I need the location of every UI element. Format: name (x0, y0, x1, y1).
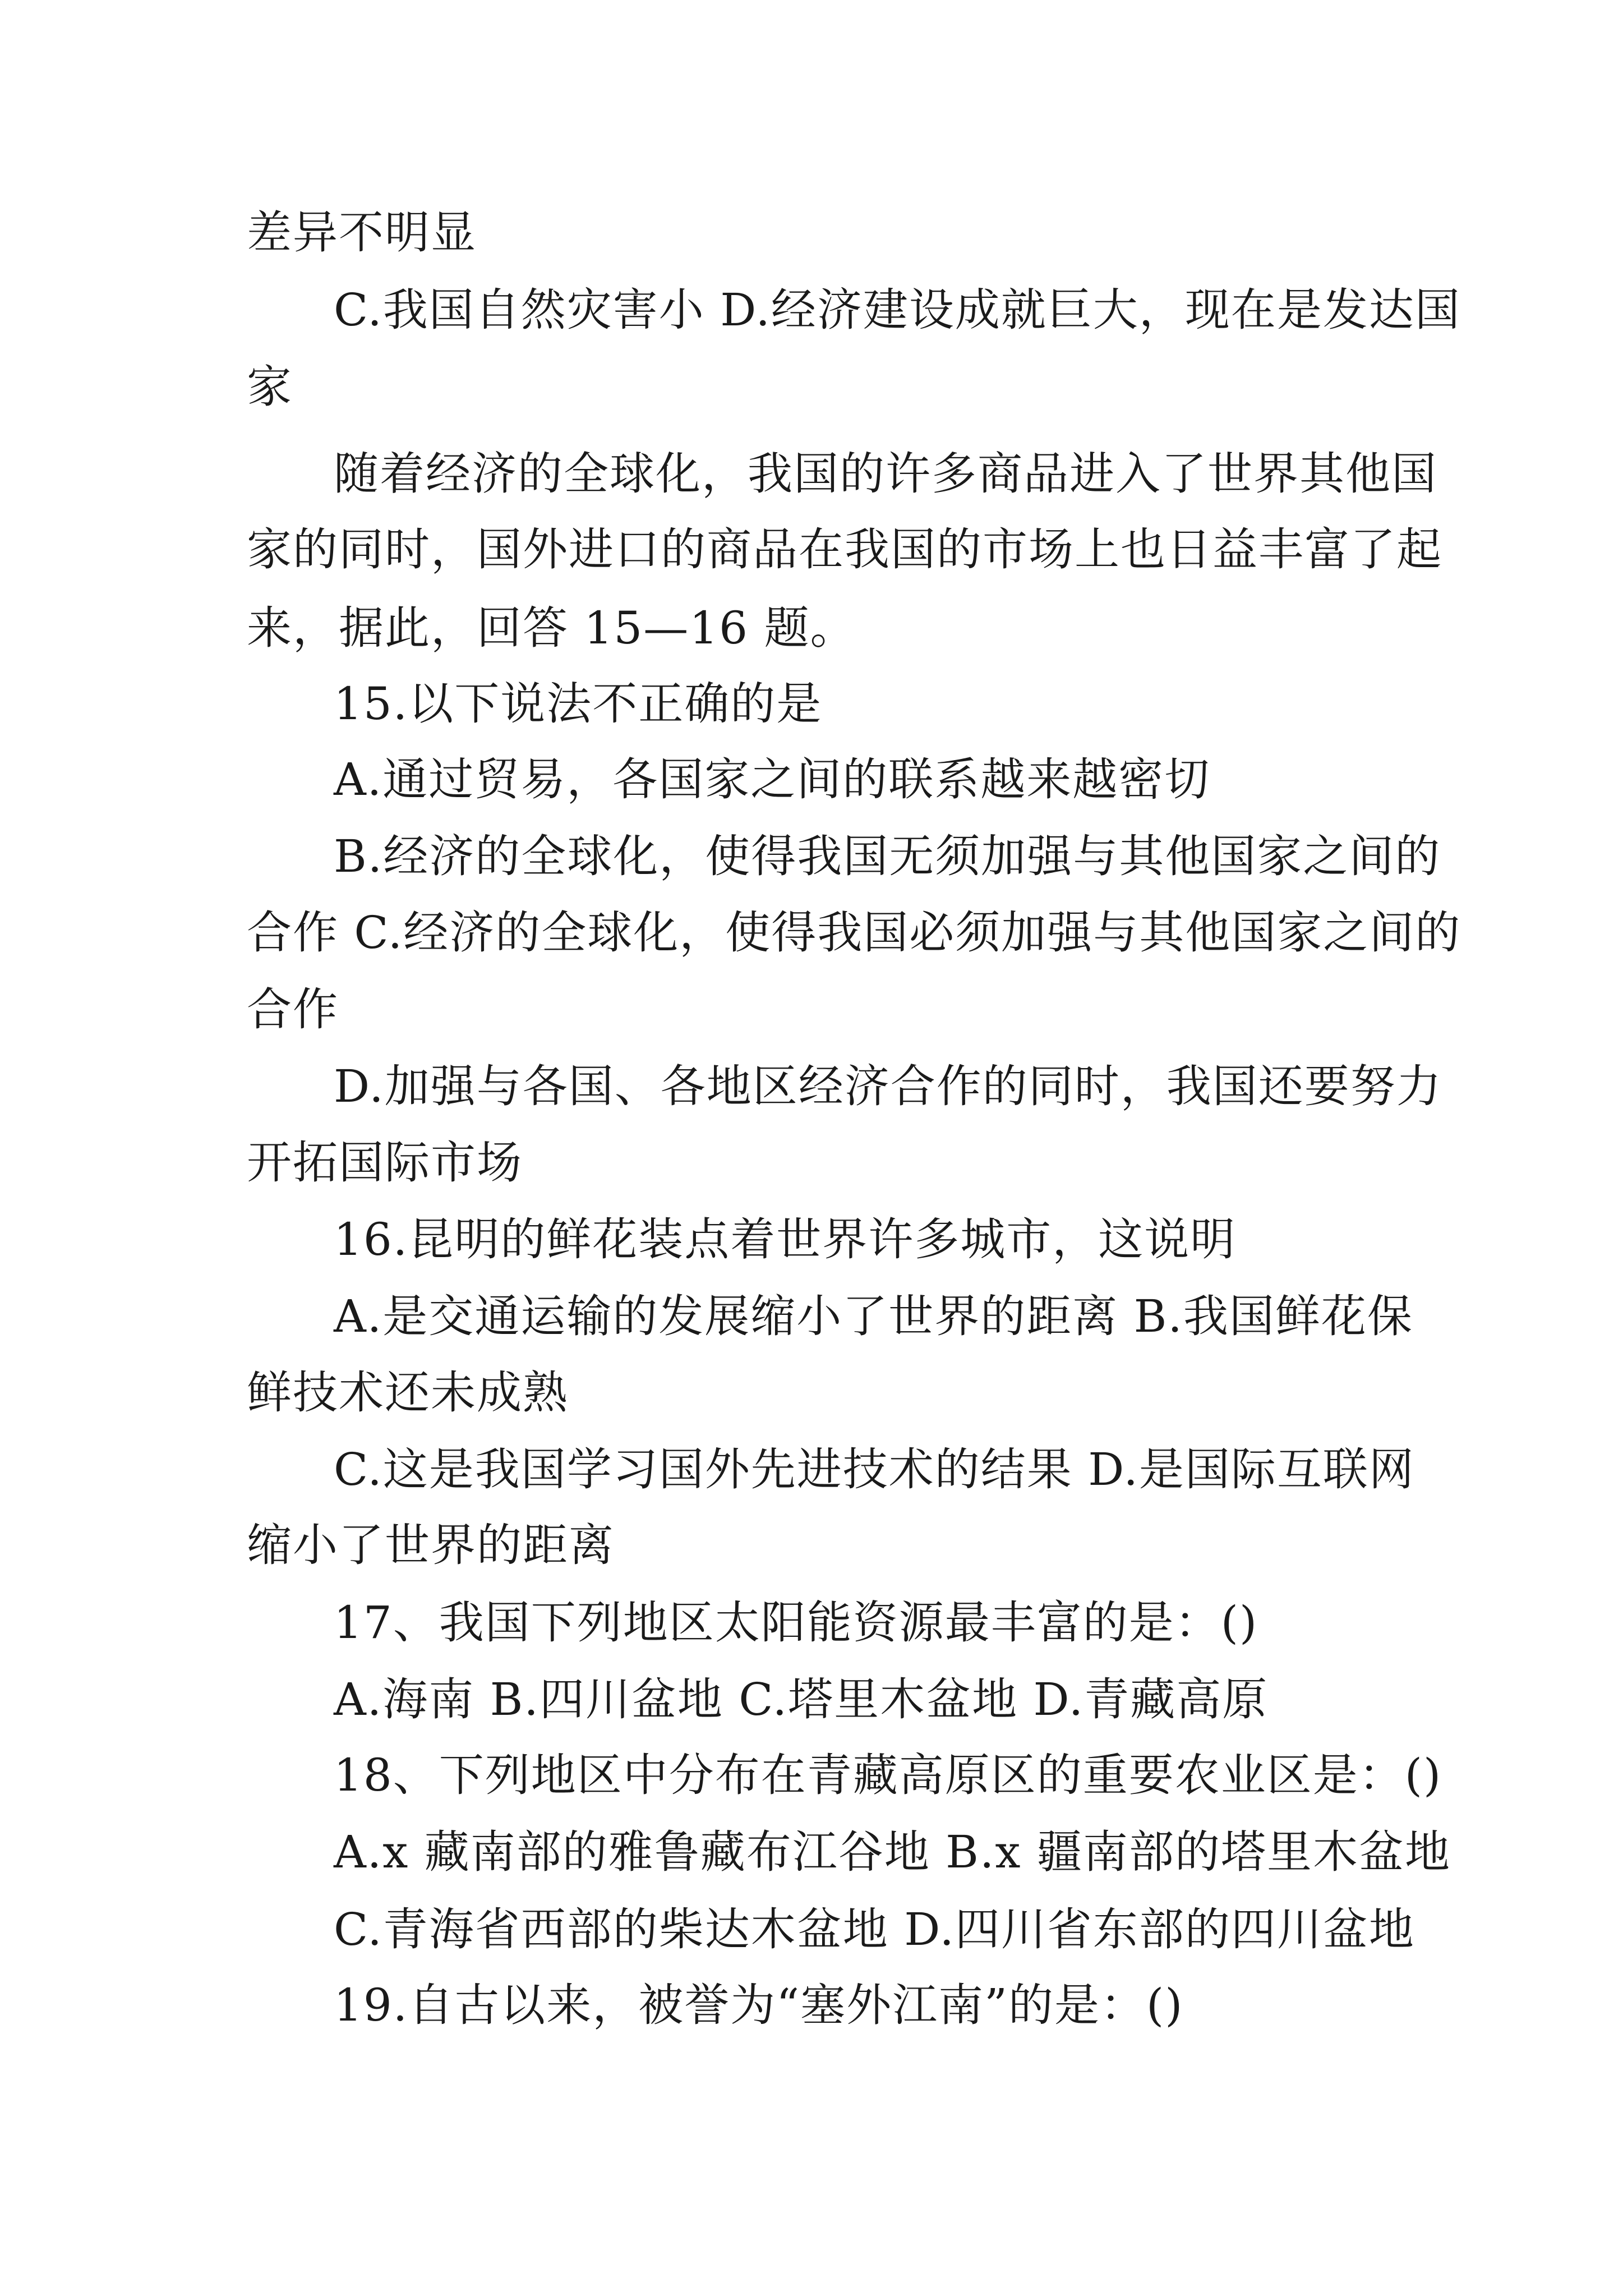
text-line: D.加强与各国、各地区经济合作的同时，我国还要努力 (334, 1060, 1442, 1112)
text-line: 鲜技术还未成熟 (247, 1366, 569, 1419)
question-18: 18、下列地区中分布在青藏高原区的重要农业区是：() (334, 1749, 1442, 1801)
text-line: 来，据此，回答 15—16 题。 (247, 602, 856, 654)
text-line: 随着经济的全球化，我国的许多商品进入了世界其他国 (334, 448, 1437, 500)
text-line: 缩小了世界的距离 (247, 1519, 615, 1571)
text-line: A.x 藏南部的雅鲁藏布江谷地 B.x 疆南部的塔里木盆地 (334, 1826, 1451, 1878)
text-line: C.这是我国学习国外先进技术的结果 D.是国际互联网 (334, 1443, 1415, 1496)
text-line: C.我国自然灾害小 D.经济建设成就巨大，现在是发达国 (334, 284, 1461, 336)
text-line: B.经济的全球化，使得我国无须加强与其他国家之间的 (334, 830, 1441, 882)
text-line: 合作 C.经济的全球化，使得我国必须加强与其他国家之间的 (247, 907, 1461, 959)
text-line: A.是交通运输的发展缩小了世界的距离 B.我国鲜花保 (334, 1290, 1413, 1342)
question-16: 16.昆明的鲜花装点着世界许多城市，这说明 (334, 1213, 1237, 1266)
question-17: 17、我国下列地区太阳能资源最丰富的是：() (334, 1596, 1258, 1649)
question-15: 15.以下说法不正确的是 (334, 678, 823, 730)
text-line: 差异不明显 (247, 206, 477, 259)
text-line: 合作 (247, 983, 339, 1036)
text-line: A.通过贸易，各国家之间的联系越来越密切 (334, 753, 1211, 806)
text-line: 家的同时，国外进口的商品在我国的市场上也日益丰富了起 (247, 523, 1442, 576)
question-19: 19.自古以来，被誉为“塞外江南”的是：() (334, 1979, 1184, 2031)
text-line: C.青海省西部的柴达木盆地 D.四川省东部的四川盆地 (334, 1903, 1415, 1955)
text-line: 家 (247, 361, 293, 413)
text-line: 开拓国际市场 (247, 1137, 523, 1189)
text-line: A.海南 B.四川盆地 C.塔里木盆地 D.青藏高原 (334, 1673, 1269, 1726)
